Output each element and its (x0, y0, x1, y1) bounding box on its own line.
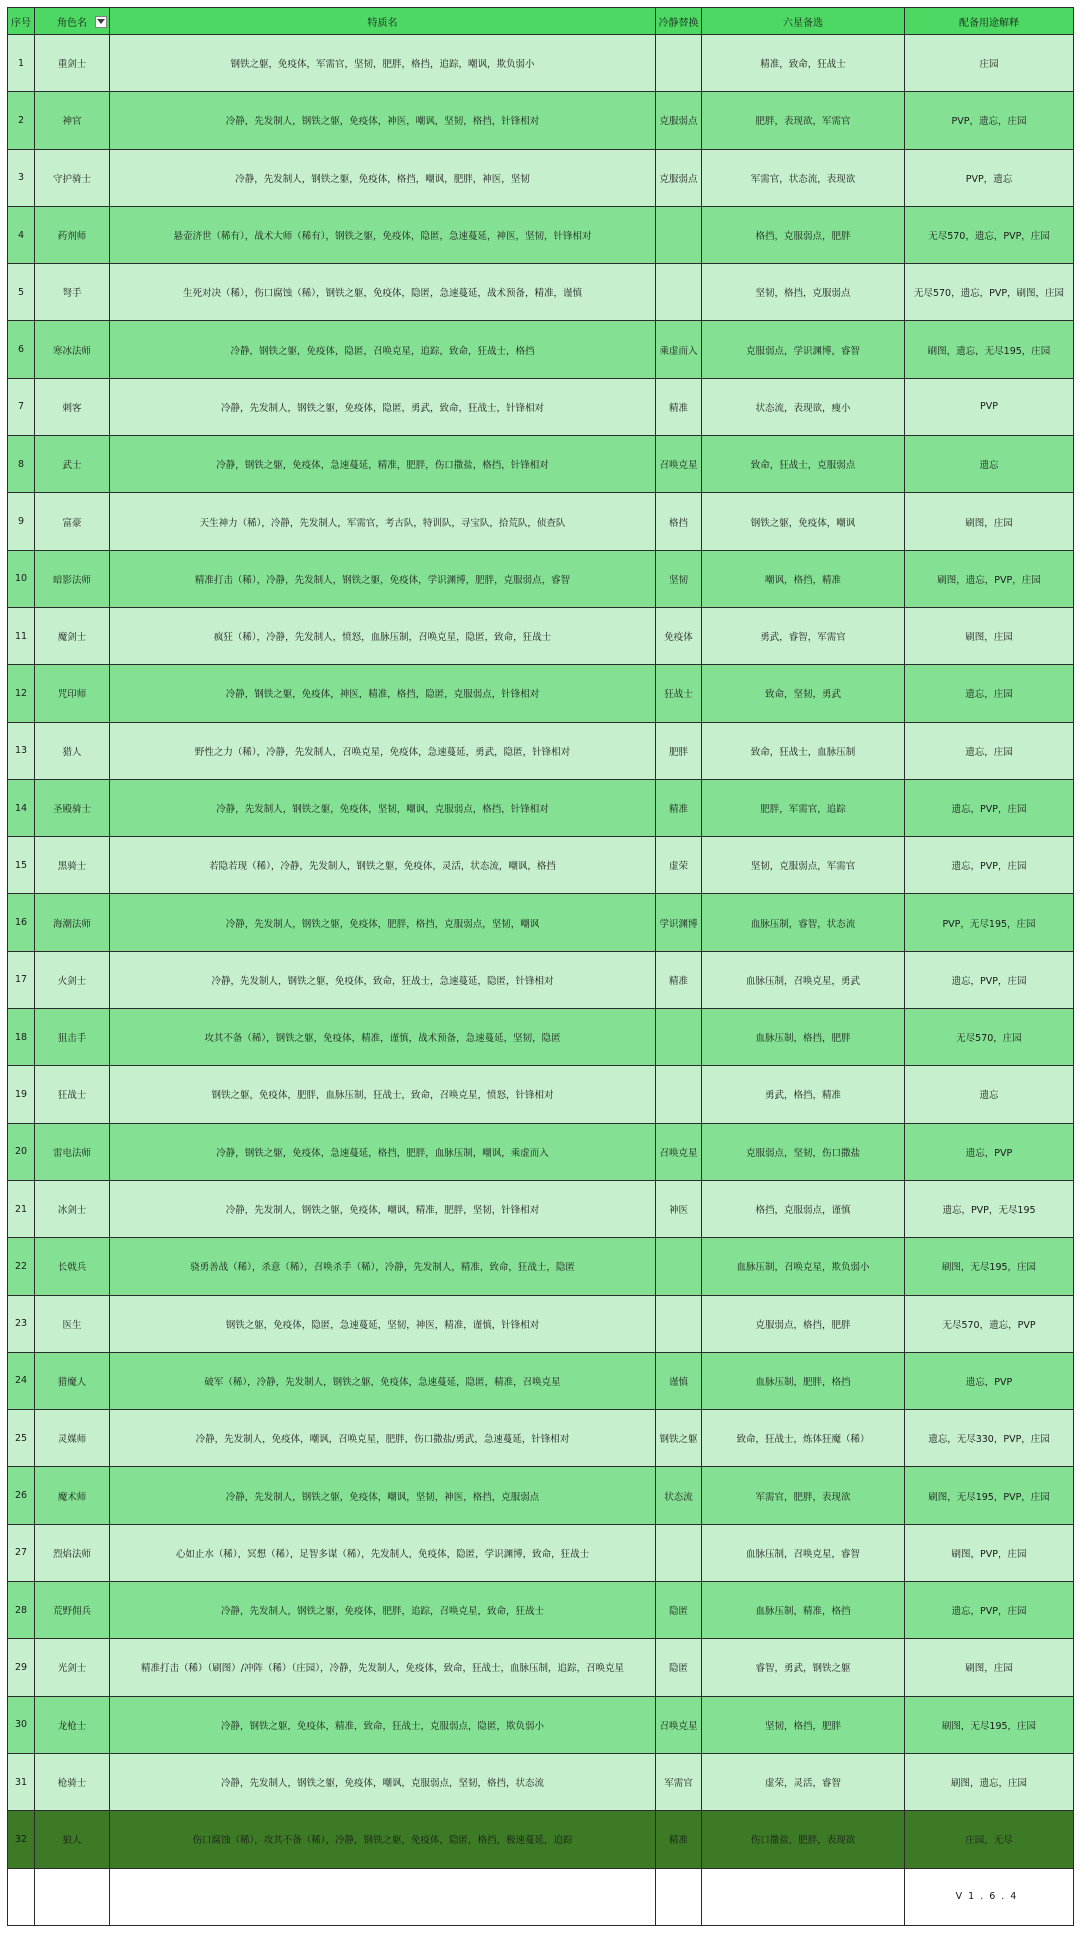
cell-calm-replace[interactable]: 精准 (656, 951, 702, 1008)
cell-calm-replace[interactable]: 乘虚而入 (656, 321, 702, 378)
header-role[interactable] (35, 8, 110, 35)
cell-calm-replace[interactable] (656, 1009, 702, 1066)
cell-index[interactable]: 1 (8, 35, 35, 92)
cell-purpose[interactable]: 遗忘，庄园 (905, 722, 1074, 779)
table-row (8, 1467, 1074, 1524)
cell-traits[interactable]: 若隐若现（稀），冷静，先发制人，钢铁之躯，免疫体，灵活，状态流，嘲讽，格挡 (110, 837, 656, 894)
cell-role-name[interactable]: 龙枪士 (35, 1696, 110, 1753)
table-row (8, 550, 1074, 607)
cell-purpose[interactable]: 刷图，庄园 (905, 1639, 1074, 1696)
cell-index[interactable]: 21 (8, 1180, 35, 1237)
cell-index[interactable]: 15 (8, 837, 35, 894)
cell-traits[interactable]: 冷静，先发制人，钢铁之躯，免疫体，嘲讽，精准，肥胖，坚韧，针锋相对 (110, 1180, 656, 1237)
table-body (8, 35, 1074, 1926)
cell-purpose[interactable]: 刷图，无尽195，PVP，庄园 (905, 1467, 1074, 1524)
cell-index[interactable]: 24 (8, 1352, 35, 1409)
cell-index[interactable]: 17 (8, 951, 35, 1008)
cell-calm-replace[interactable]: 谨慎 (656, 1352, 702, 1409)
table-row (8, 149, 1074, 206)
cell-role-name[interactable]: 枪骑士 (35, 1753, 110, 1810)
cell-purpose[interactable]: 刷图，庄园 (905, 493, 1074, 550)
cell-role-name[interactable]: 火剑士 (35, 951, 110, 1008)
cell-index[interactable]: 19 (8, 1066, 35, 1123)
cell-six-star[interactable]: 致命，狂战士，血脉压制 (702, 722, 905, 779)
table-row (8, 1123, 1074, 1180)
cell-traits[interactable]: 冷静，先发制人，钢铁之躯，免疫体，坚韧，嘲讽，克服弱点，格挡，针锋相对 (110, 779, 656, 836)
cell-purpose[interactable]: 无尽570，遗忘，PVP，庄园 (905, 206, 1074, 263)
cell-role-name[interactable]: 黑骑士 (35, 837, 110, 894)
cell-index[interactable]: 27 (8, 1524, 35, 1581)
cell-index[interactable]: 32 (8, 1811, 35, 1868)
cell-purpose[interactable]: 遗忘，PVP，庄园 (905, 951, 1074, 1008)
cell-role-name[interactable]: 魔术师 (35, 1467, 110, 1524)
cell-index[interactable]: 2 (8, 92, 35, 149)
cell-purpose[interactable]: 无尽570，庄园 (905, 1009, 1074, 1066)
table-row (8, 1753, 1074, 1810)
cell-index[interactable]: 4 (8, 206, 35, 263)
cell-index[interactable]: 25 (8, 1410, 35, 1467)
cell-index[interactable]: 20 (8, 1123, 35, 1180)
table-row (8, 321, 1074, 378)
cell-role-name[interactable]: 暗影法师 (35, 550, 110, 607)
cell-index[interactable]: 8 (8, 436, 35, 493)
cell-index[interactable]: 7 (8, 378, 35, 435)
cell-calm-replace[interactable]: 克服弱点 (656, 92, 702, 149)
cell-traits[interactable]: 冷静，先发制人，钢铁之躯，免疫体，神医，嘲讽，坚韧，格挡，针锋相对 (110, 92, 656, 149)
cell-purpose[interactable]: 无尽570，遗忘，PVP (905, 1295, 1074, 1352)
cell-traits[interactable]: 天生神力（稀），冷静，先发制人，军需官，考古队，特训队，寻宝队，拾荒队，侦查队 (110, 493, 656, 550)
cell-role-name[interactable]: 武士 (35, 436, 110, 493)
table-row (8, 1410, 1074, 1467)
cell-purpose[interactable]: 遗忘，PVP (905, 1123, 1074, 1180)
cell-calm-replace[interactable]: 状态流 (656, 1467, 702, 1524)
cell-six-star[interactable]: 军需官，状态流，表现欲 (702, 149, 905, 206)
cell-role-name[interactable]: 烈焰法师 (35, 1524, 110, 1581)
cell-purpose[interactable]: 刷图，遗忘，PVP，庄园 (905, 550, 1074, 607)
cell-purpose[interactable]: 庄园，无尽 (905, 1811, 1074, 1868)
header-row (8, 8, 1074, 35)
cell-role-name[interactable]: 灵媒师 (35, 1410, 110, 1467)
cell-purpose[interactable]: 无尽570，遗忘，PVP，刷图，庄园 (905, 264, 1074, 321)
cell-purpose[interactable]: 刷图，PVP，庄园 (905, 1524, 1074, 1581)
cell-six-star[interactable]: 血脉压制，肥胖，格挡 (702, 1352, 905, 1409)
cell-traits[interactable]: 冷静，先发制人，钢铁之躯，免疫体，嘲讽，克服弱点，坚韧，格挡，状态流 (110, 1753, 656, 1810)
cell-six-star[interactable]: 克服弱点，坚韧，伤口撒盐 (702, 1123, 905, 1180)
cell-traits[interactable]: 冷静，先发制人，免疫体，嘲讽，召唤克星，肥胖，伤口撒盐/勇武，急速蔓延，针锋相对 (110, 1410, 656, 1467)
cell-six-star[interactable]: 血脉压制，召唤克星，睿智 (702, 1524, 905, 1581)
cell-role-name[interactable]: 冰剑士 (35, 1180, 110, 1237)
cell-six-star[interactable]: 睿智，勇武，钢铁之躯 (702, 1639, 905, 1696)
cell-six-star[interactable]: 伤口撒盐，肥胖，表现欲 (702, 1811, 905, 1868)
cell-traits[interactable]: 破军（稀），冷静，先发制人，钢铁之躯，免疫体，急速蔓延，隐匿，精准，召唤克星 (110, 1352, 656, 1409)
table-row (8, 264, 1074, 321)
cell-index[interactable]: 13 (8, 722, 35, 779)
cell-six-star[interactable]: 嘲讽，格挡，精准 (702, 550, 905, 607)
table-row (8, 378, 1074, 435)
cell-index[interactable]: 28 (8, 1582, 35, 1639)
cell-index[interactable]: 18 (8, 1009, 35, 1066)
version-label: V1.6.4 (905, 1868, 1074, 1925)
cell-index[interactable]: 11 (8, 607, 35, 664)
cell-six-star[interactable]: 勇武，睿智，军需官 (702, 607, 905, 664)
cell-traits[interactable]: 骁勇善战（稀），杀意（稀），召唤杀手（稀），冷静，先发制人，精准，致命，狂战士，隐匿 (110, 1238, 656, 1295)
table-row (8, 951, 1074, 1008)
table-row (8, 665, 1074, 722)
table-row (8, 1009, 1074, 1066)
header-purpose[interactable]: 配备用途解释 (905, 8, 1074, 35)
cell-calm-replace[interactable] (656, 264, 702, 321)
cell-calm-replace[interactable]: 免疫体 (656, 607, 702, 664)
cell-role-name[interactable]: 荒野佣兵 (35, 1582, 110, 1639)
cell-calm-replace[interactable]: 精准 (656, 1811, 702, 1868)
cell-traits[interactable]: 冷静，先发制人，钢铁之躯，免疫体，嘲讽，坚韧，神医，格挡，克服弱点 (110, 1467, 656, 1524)
cell-six-star[interactable]: 坚韧，格挡，克服弱点 (702, 264, 905, 321)
cell-six-star[interactable]: 血脉压制，睿智，状态流 (702, 894, 905, 951)
cell-six-star[interactable]: 精准，致命，狂战士 (702, 35, 905, 92)
table-row (8, 1180, 1074, 1237)
cell-calm-replace[interactable]: 军需官 (656, 1753, 702, 1810)
cell-calm-replace[interactable] (656, 1238, 702, 1295)
cell-index[interactable]: 14 (8, 779, 35, 836)
cell-traits[interactable]: 伤口腐蚀（稀），攻其不备（稀），冷静，钢铁之躯，免疫体，隐匿，格挡，极速蔓延，追踪 (110, 1811, 656, 1868)
cell-calm-replace[interactable]: 召唤克星 (656, 1696, 702, 1753)
cell-traits[interactable]: 钢铁之躯，免疫体，肥胖，血脉压制，狂战士，致命，召唤克星，愤怒，针锋相对 (110, 1066, 656, 1123)
empty-cell[interactable] (656, 1868, 702, 1925)
cell-role-name[interactable]: 重剑士 (35, 35, 110, 92)
cell-role-name[interactable]: 圣殿骑士 (35, 779, 110, 836)
cell-role-name[interactable]: 刺客 (35, 378, 110, 435)
table-row (8, 779, 1074, 836)
table-row (8, 722, 1074, 779)
cell-traits[interactable]: 悬壶济世（稀有），战术大师（稀有），钢铁之躯，免疫体，隐匿，急速蔓延，神医，坚韧，针锋相对 (110, 206, 656, 263)
table-row (8, 1295, 1074, 1352)
footer-row (8, 1868, 1074, 1925)
cell-six-star[interactable]: 肥胖，表现欲，军需官 (702, 92, 905, 149)
table-row (8, 1582, 1074, 1639)
table-row (8, 436, 1074, 493)
cell-calm-replace[interactable]: 精准 (656, 779, 702, 836)
cell-purpose[interactable]: PVP，无尽195，庄园 (905, 894, 1074, 951)
table-row (8, 1696, 1074, 1753)
cell-role-name[interactable]: 守护骑士 (35, 149, 110, 206)
cell-role-name[interactable]: 光剑士 (35, 1639, 110, 1696)
cell-traits[interactable]: 心如止水（稀），冥想（稀），足智多谋（稀），先发制人，免疫体，隐匿，学识渊博，致命，狂战士 (110, 1524, 656, 1581)
cell-calm-replace[interactable]: 狂战士 (656, 665, 702, 722)
cell-traits[interactable]: 钢铁之躯，免疫体，隐匿，急速蔓延，坚韧，神医，精准，谨慎，针锋相对 (110, 1295, 656, 1352)
cell-role-name[interactable]: 药剂师 (35, 206, 110, 263)
cell-role-name[interactable]: 寒冰法师 (35, 321, 110, 378)
cell-traits[interactable]: 疯狂（稀），冷静，先发制人，愤怒，血脉压制，召唤克星，隐匿，致命，狂战士 (110, 607, 656, 664)
cell-role-name[interactable]: 狼人 (35, 1811, 110, 1868)
table-row (8, 206, 1074, 263)
cell-six-star[interactable]: 血脉压制，精准，格挡 (702, 1582, 905, 1639)
header-traits[interactable]: 特质名 (110, 8, 656, 35)
table-row (8, 493, 1074, 550)
cell-role-name[interactable]: 猎魔人 (35, 1352, 110, 1409)
cell-index[interactable]: 26 (8, 1467, 35, 1524)
table-row (8, 35, 1074, 92)
cell-calm-replace[interactable] (656, 35, 702, 92)
cell-calm-replace[interactable]: 克服弱点 (656, 149, 702, 206)
cell-six-star[interactable]: 致命，狂战士，炼体狂魔（稀） (702, 1410, 905, 1467)
cell-traits[interactable]: 冷静，钢铁之躯，免疫体，急速蔓延，精准，肥胖，伤口撒盐，格挡，针锋相对 (110, 436, 656, 493)
cell-role-name[interactable]: 雷电法师 (35, 1123, 110, 1180)
cell-six-star[interactable]: 坚韧，格挡，肥胖 (702, 1696, 905, 1753)
cell-calm-replace[interactable]: 钢铁之躯 (656, 1410, 702, 1467)
cell-six-star[interactable]: 勇武，格挡，精准 (702, 1066, 905, 1123)
cell-calm-replace[interactable] (656, 206, 702, 263)
cell-role-name[interactable]: 长戟兵 (35, 1238, 110, 1295)
cell-calm-replace[interactable]: 精准 (656, 378, 702, 435)
cell-six-star[interactable]: 虚荣，灵活，睿智 (702, 1753, 905, 1810)
cell-purpose[interactable]: 遗忘，PVP (905, 1352, 1074, 1409)
cell-purpose[interactable]: 遗忘，无尽330，PVP，庄园 (905, 1410, 1074, 1467)
cell-role-name[interactable]: 医生 (35, 1295, 110, 1352)
table-row (8, 1066, 1074, 1123)
table-row (8, 92, 1074, 149)
cell-calm-replace[interactable]: 隐匿 (656, 1639, 702, 1696)
cell-role-name[interactable]: 富豪 (35, 493, 110, 550)
cell-six-star[interactable]: 钢铁之躯，免疫体，嘲讽 (702, 493, 905, 550)
cell-traits[interactable]: 冷静，先发制人，钢铁之躯，免疫体，致命，狂战士，急速蔓延，隐匿，针锋相对 (110, 951, 656, 1008)
cell-role-name[interactable]: 海潮法师 (35, 894, 110, 951)
cell-traits[interactable]: 冷静，钢铁之躯，免疫体，隐匿，召唤克星，追踪，致命，狂战士，格挡 (110, 321, 656, 378)
cell-role-name[interactable]: 弩手 (35, 264, 110, 321)
cell-traits[interactable]: 冷静，钢铁之躯，免疫体，急速蔓延，格挡，肥胖，血脉压制，嘲讽，乘虚而入 (110, 1123, 656, 1180)
cell-purpose[interactable]: PVP，遗忘，庄园 (905, 92, 1074, 149)
cell-index[interactable]: 6 (8, 321, 35, 378)
cell-role-name[interactable]: 猎人 (35, 722, 110, 779)
table-row (8, 607, 1074, 664)
cell-purpose[interactable]: PVP (905, 378, 1074, 435)
cell-traits[interactable]: 野性之力（稀），冷静，先发制人，召唤克星，免疫体，急速蔓延，勇武，隐匿，针锋相对 (110, 722, 656, 779)
cell-traits[interactable]: 冷静，先发制人，钢铁之躯，免疫体，隐匿，勇武，致命，狂战士，针锋相对 (110, 378, 656, 435)
cell-purpose[interactable]: 庄园 (905, 35, 1074, 92)
table-row (8, 1639, 1074, 1696)
cell-six-star[interactable]: 克服弱点，学识渊博，睿智 (702, 321, 905, 378)
cell-calm-replace[interactable] (656, 1524, 702, 1581)
cell-traits[interactable]: 冷静，先发制人，钢铁之躯，免疫体，格挡，嘲讽，肥胖，神医，坚韧 (110, 149, 656, 206)
cell-index[interactable]: 3 (8, 149, 35, 206)
cell-six-star[interactable]: 血脉压制，召唤克星，勇武 (702, 951, 905, 1008)
empty-cell[interactable] (702, 1868, 905, 1925)
cell-purpose[interactable]: 遗忘，庄园 (905, 665, 1074, 722)
cell-calm-replace[interactable]: 神医 (656, 1180, 702, 1237)
cell-role-name[interactable]: 神官 (35, 92, 110, 149)
cell-purpose[interactable]: 遗忘 (905, 436, 1074, 493)
cell-role-name[interactable]: 魔剑士 (35, 607, 110, 664)
filter-dropdown-button[interactable] (95, 16, 107, 28)
cell-six-star[interactable]: 军需官，肥胖，表现欲 (702, 1467, 905, 1524)
cell-index[interactable]: 22 (8, 1238, 35, 1295)
cell-six-star[interactable]: 血脉压制，召唤克星，欺负弱小 (702, 1238, 905, 1295)
cell-calm-replace[interactable]: 肥胖 (656, 722, 702, 779)
cell-traits[interactable]: 生死对决（稀），伤口腐蚀（稀），钢铁之躯，免疫体，隐匿，急速蔓延，战术预备，精准，谨慎 (110, 264, 656, 321)
cell-six-star[interactable]: 状态流，表现欲，瘦小 (702, 378, 905, 435)
cell-role-name[interactable]: 咒印师 (35, 665, 110, 722)
role-trait-table (7, 7, 1074, 1926)
cell-calm-replace[interactable]: 学识渊博 (656, 894, 702, 951)
cell-purpose[interactable]: 遗忘，PVP，庄园 (905, 837, 1074, 894)
cell-purpose[interactable]: 遗忘 (905, 1066, 1074, 1123)
cell-six-star[interactable]: 格挡，克服弱点，谨慎 (702, 1180, 905, 1237)
cell-traits[interactable]: 冷静，先发制人，钢铁之躯，免疫体，肥胖，追踪，召唤克星，致命，狂战士 (110, 1582, 656, 1639)
cell-traits[interactable]: 冷静，先发制人，钢铁之躯，免疫体，肥胖，格挡，克服弱点，坚韧，嘲讽 (110, 894, 656, 951)
cell-calm-replace[interactable]: 召唤克星 (656, 436, 702, 493)
cell-traits[interactable]: 钢铁之躯，免疫体，军需官，坚韧，肥胖，格挡，追踪，嘲讽，欺负弱小 (110, 35, 656, 92)
cell-purpose[interactable]: 遗忘，PVP，庄园 (905, 779, 1074, 836)
cell-purpose[interactable]: 遗忘，PVP，无尽195 (905, 1180, 1074, 1237)
cell-calm-replace[interactable] (656, 1295, 702, 1352)
cell-calm-replace[interactable]: 虚荣 (656, 837, 702, 894)
cell-six-star[interactable]: 致命，狂战士，克服弱点 (702, 436, 905, 493)
empty-cell[interactable] (35, 1868, 110, 1925)
cell-six-star[interactable]: 血脉压制，格挡，肥胖 (702, 1009, 905, 1066)
cell-purpose[interactable]: 刷图，遗忘，庄园 (905, 1753, 1074, 1810)
header-index[interactable]: 序号 (8, 8, 35, 35)
header-six-star[interactable]: 六星备选 (702, 8, 905, 35)
cell-index[interactable]: 12 (8, 665, 35, 722)
table-row (8, 1352, 1074, 1409)
cell-six-star[interactable]: 坚韧，克服弱点，军需官 (702, 837, 905, 894)
cell-purpose[interactable]: PVP，遗忘 (905, 149, 1074, 206)
cell-role-name[interactable]: 狙击手 (35, 1009, 110, 1066)
cell-traits[interactable]: 攻其不备（稀），钢铁之躯，免疫体，精准，谨慎，战术预备，急速蔓延，坚韧，隐匿 (110, 1009, 656, 1066)
cell-calm-replace[interactable]: 格挡 (656, 493, 702, 550)
header-role-label: 角色名 (57, 17, 87, 29)
cell-purpose[interactable]: 刷图，无尽195，庄园 (905, 1238, 1074, 1295)
cell-index[interactable]: 5 (8, 264, 35, 321)
cell-traits[interactable]: 冷静，钢铁之躯，免疫体，精准，致命，狂战士，克服弱点，隐匿，欺负弱小 (110, 1696, 656, 1753)
table-row (8, 894, 1074, 951)
cell-purpose[interactable]: 刷图，遗忘，无尽195，庄园 (905, 321, 1074, 378)
cell-calm-replace[interactable]: 坚韧 (656, 550, 702, 607)
cell-calm-replace[interactable]: 召唤克星 (656, 1123, 702, 1180)
cell-calm-replace[interactable]: 隐匿 (656, 1582, 702, 1639)
cell-index[interactable]: 16 (8, 894, 35, 951)
table-row (8, 837, 1074, 894)
cell-traits[interactable]: 精准打击（稀）（刷图）/冲阵（稀）（庄园），冷静，先发制人，免疫体，致命，狂战士，血脉压制，追踪，召唤克星 (110, 1639, 656, 1696)
cell-six-star[interactable]: 致命，坚韧，勇武 (702, 665, 905, 722)
cell-index[interactable]: 10 (8, 550, 35, 607)
cell-traits[interactable]: 精准打击（稀），冷静，先发制人，钢铁之躯，免疫体，学识渊博，肥胖，克服弱点，睿智 (110, 550, 656, 607)
cell-index[interactable]: 29 (8, 1639, 35, 1696)
table-row (8, 1811, 1074, 1868)
table-row (8, 1238, 1074, 1295)
empty-cell[interactable] (8, 1868, 35, 1925)
cell-six-star[interactable]: 格挡，克服弱点，肥胖 (702, 206, 905, 263)
cell-traits[interactable]: 冷静，钢铁之躯，免疫体，神医，精准，格挡，隐匿，克服弱点，针锋相对 (110, 665, 656, 722)
cell-six-star[interactable]: 克服弱点，格挡，肥胖 (702, 1295, 905, 1352)
cell-purpose[interactable]: 刷图，无尽195，庄园 (905, 1696, 1074, 1753)
cell-purpose[interactable]: 刷图，庄园 (905, 607, 1074, 664)
cell-purpose[interactable]: 遗忘，PVP，庄园 (905, 1582, 1074, 1639)
header-calm-replace[interactable]: 冷静替换 (656, 8, 702, 35)
dropdown-arrow-icon (97, 19, 105, 25)
cell-index[interactable]: 30 (8, 1696, 35, 1753)
cell-index[interactable]: 23 (8, 1295, 35, 1352)
cell-index[interactable]: 31 (8, 1753, 35, 1810)
cell-calm-replace[interactable] (656, 1066, 702, 1123)
cell-role-name[interactable]: 狂战士 (35, 1066, 110, 1123)
cell-six-star[interactable]: 肥胖，军需官，追踪 (702, 779, 905, 836)
cell-index[interactable]: 9 (8, 493, 35, 550)
empty-cell[interactable] (110, 1868, 656, 1925)
table-row (8, 1524, 1074, 1581)
